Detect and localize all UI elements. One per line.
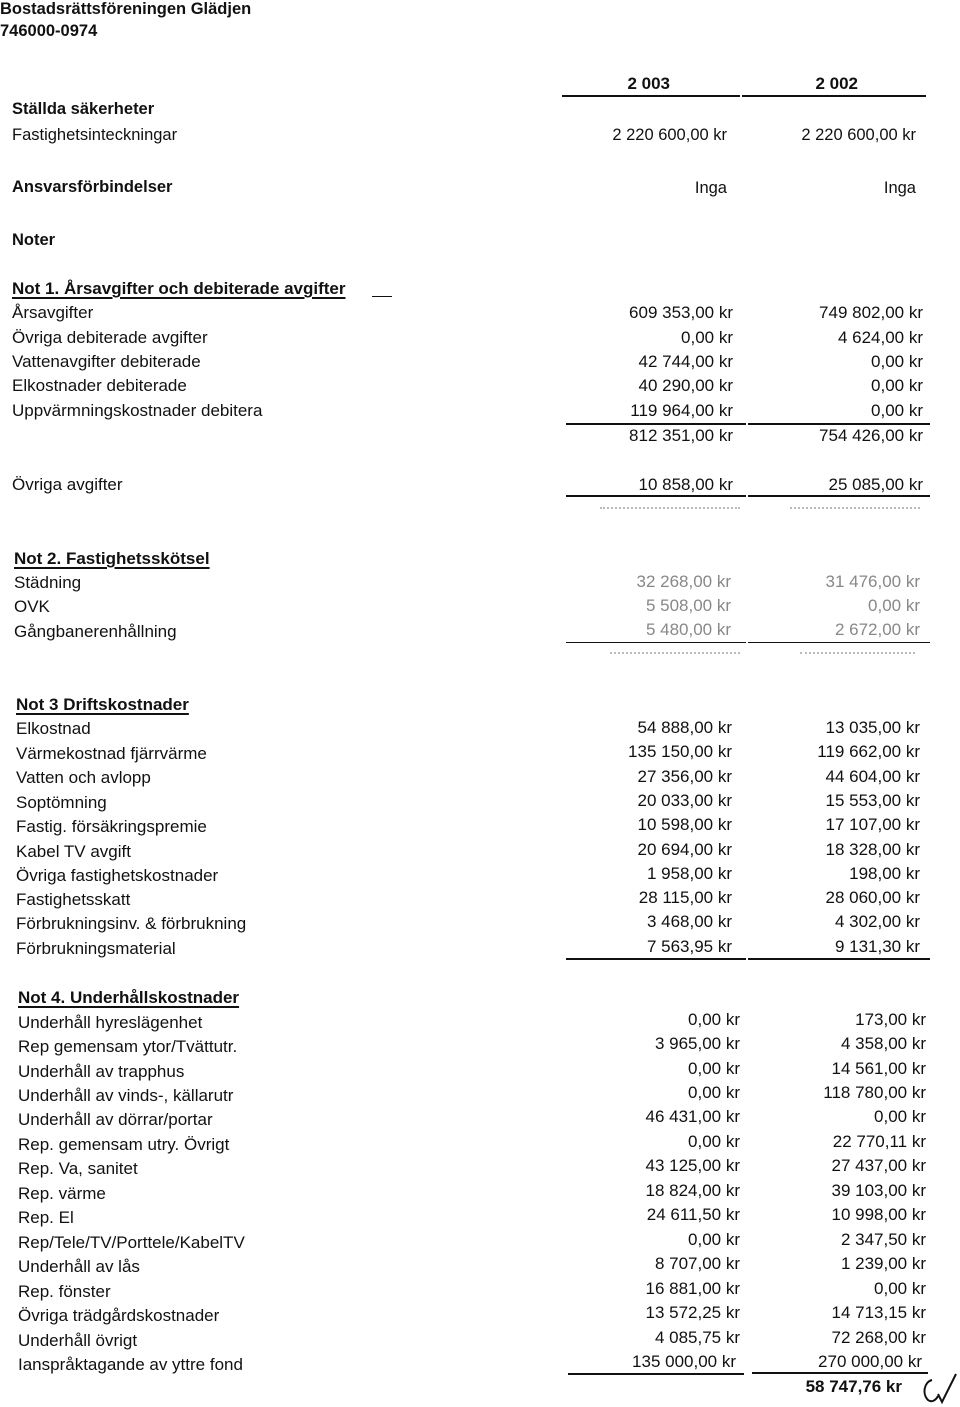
note3-sum-rule-2 xyxy=(748,958,930,960)
note1-row-v2: 0,00 kr xyxy=(871,352,923,371)
note3-row-v1: 10 598,00 kr xyxy=(637,815,732,834)
note3-title: Not 3 Driftskostnader xyxy=(16,695,189,714)
note4-row-v1: 3 965,00 kr xyxy=(654,1034,740,1053)
note4-row-v1: 0,00 kr xyxy=(688,1059,740,1078)
note1-title: Not 1. Årsavgifter och debiterade avgifter xyxy=(12,279,346,298)
note4-sum-rule-1 xyxy=(568,1373,744,1375)
note4-row-label: Rep. värme xyxy=(18,1184,106,1203)
note4-row-v1: 16 881,00 kr xyxy=(645,1279,740,1298)
note3-row-v1: 20 694,00 kr xyxy=(637,840,732,859)
note4-row-label: Underhåll övrigt xyxy=(18,1331,138,1350)
note1-sum-rule-1 xyxy=(566,423,746,425)
note4-sum-rule-2 xyxy=(752,1372,928,1374)
note3-row-label: Värmekostnad fjärrvärme xyxy=(16,744,207,763)
note4-row-label: Rep. fönster xyxy=(18,1282,111,1301)
note2-sum-rule-2 xyxy=(748,642,930,643)
note2-row-v1: 5 480,00 kr xyxy=(645,620,731,639)
note3-row-v2: 119 662,00 kr xyxy=(817,742,920,761)
note4-row-v1: 24 611,50 kr xyxy=(646,1205,740,1224)
note3-row-v1: 1 958,00 kr xyxy=(646,864,732,883)
pledged-heading: Ställda säkerheter xyxy=(12,100,155,118)
note1-other-label: Övriga avgifter xyxy=(12,475,123,494)
note3-row-label: Fastighetsskatt xyxy=(16,890,131,909)
note1-sum-rule-2 xyxy=(748,423,930,425)
note4-row-v1: 46 431,00 kr xyxy=(645,1107,740,1126)
note4-row-v2: 27 437,00 kr xyxy=(831,1156,926,1175)
note1-total-v1: 812 351,00 kr xyxy=(629,426,733,445)
note4-row-v1: 43 125,00 kr xyxy=(645,1156,740,1175)
note3-row-v2: 17 107,00 kr xyxy=(825,815,920,834)
faint-mark xyxy=(610,652,740,654)
note4-row-v2: 270 000,00 kr xyxy=(818,1352,922,1371)
note4-row-v2: 0,00 kr xyxy=(874,1107,926,1126)
faint-mark xyxy=(600,507,740,509)
note2-row-v2: 2 672,00 kr xyxy=(834,620,920,639)
org-number: 746000-0974 xyxy=(0,22,98,40)
note3-sum-rule-1 xyxy=(566,958,746,960)
note4-row-v1: 13 572,25 kr xyxy=(645,1303,740,1322)
note3-row-v2: 28 060,00 kr xyxy=(825,888,920,907)
note4-row-v1: 18 824,00 kr xyxy=(645,1181,740,1200)
note1-row-v2: 0,00 kr xyxy=(871,401,923,420)
note4-row-v1: 0,00 kr xyxy=(688,1230,740,1249)
note4-extra-v2: 58 747,76 kr xyxy=(805,1377,902,1396)
note3-row-v1: 27 356,00 kr xyxy=(637,767,732,786)
year-col2: 2 002 xyxy=(815,74,858,93)
note3-row-label: Vatten och avlopp xyxy=(16,768,151,787)
note3-row-v2: 4 302,00 kr xyxy=(834,912,920,931)
note3-row-v1: 54 888,00 kr xyxy=(637,718,732,737)
note4-row-label: Rep. Va, sanitet xyxy=(18,1159,138,1178)
note1-other-v2: 25 085,00 kr xyxy=(828,475,923,494)
note4-row-v2: 173,00 kr xyxy=(855,1010,926,1029)
note1-row-v2: 749 802,00 kr xyxy=(819,303,923,322)
note3-row-label: Soptömning xyxy=(16,793,107,812)
note3-row-label: Övriga fastighetskostnader xyxy=(16,866,219,885)
contingent-v1: Inga xyxy=(694,179,727,197)
note4-title: Not 4. Underhållskostnader xyxy=(18,988,240,1007)
contingent-v2: Inga xyxy=(883,179,916,197)
note3-row-v1: 135 150,00 kr xyxy=(628,742,732,761)
note3-row-v2: 9 131,30 kr xyxy=(834,937,920,956)
year-underline-2 xyxy=(742,95,926,97)
note3-row-v1: 3 468,00 kr xyxy=(646,912,732,931)
note1-row-v1: 609 353,00 kr xyxy=(629,303,733,322)
note1-total-v2: 754 426,00 kr xyxy=(819,426,923,445)
note2-title: Not 2. Fastighetsskötsel xyxy=(14,549,210,568)
note1-other-rule-2 xyxy=(748,495,930,497)
note1-row-v2: 4 624,00 kr xyxy=(837,328,923,347)
note4-row-label: Rep/Tele/TV/Porttele/KabelTV xyxy=(18,1233,245,1252)
faint-mark xyxy=(790,507,920,509)
pledged-v2: 2 220 600,00 kr xyxy=(801,126,916,144)
note3-row-v2: 15 553,00 kr xyxy=(825,791,920,810)
note4-row-v1: 135 000,00 kr xyxy=(632,1352,736,1371)
note4-row-label: Rep. El xyxy=(18,1208,74,1227)
note1-other-v1: 10 858,00 kr xyxy=(638,475,733,494)
year-underline-1 xyxy=(562,95,740,97)
note4-row-v2: 4 358,00 kr xyxy=(840,1034,926,1053)
notes-heading: Noter xyxy=(12,231,56,249)
note2-row-v1: 5 508,00 kr xyxy=(645,596,731,615)
note4-row-v2: 14 713,15 kr xyxy=(831,1303,926,1322)
year-col1: 2 003 xyxy=(627,74,670,93)
note3-row-label: Förbrukningsinv. & förbrukning xyxy=(16,914,247,933)
note3-row-label: Kabel TV avgift xyxy=(16,842,131,861)
note4-row-v1: 0,00 kr xyxy=(688,1132,740,1151)
note3-row-v2: 198,00 kr xyxy=(849,864,920,883)
note4-row-label: Underhåll av vinds-, källarutr xyxy=(18,1086,234,1105)
note4-row-label: Underhåll av lås xyxy=(18,1257,140,1276)
note2-row-v2: 0,00 kr xyxy=(868,596,920,615)
note2-row-label: Gångbanerenhållning xyxy=(14,622,177,641)
note4-row-v1: 0,00 kr xyxy=(688,1083,740,1102)
note4-row-label: Övriga trädgårdskostnader xyxy=(18,1306,220,1325)
note3-row-label: Förbrukningsmaterial xyxy=(16,939,176,958)
note4-row-v2: 14 561,00 kr xyxy=(831,1059,926,1078)
note3-row-v1: 20 033,00 kr xyxy=(637,791,732,810)
note1-row-label: Vattenavgifter debiterade xyxy=(12,352,201,371)
note1-row-label: Övriga debiterade avgifter xyxy=(12,328,208,347)
note1-row-label: Uppvärmningskostnader debitera xyxy=(12,401,263,420)
note3-row-v1: 7 563,95 kr xyxy=(646,937,732,956)
note4-row-v2: 39 103,00 kr xyxy=(831,1181,926,1200)
note3-row-v1: 28 115,00 kr xyxy=(638,888,732,907)
note2-row-label: OVK xyxy=(14,597,50,616)
note4-row-label: Underhåll av trapphus xyxy=(18,1062,185,1081)
note3-row-label: Elkostnad xyxy=(16,719,91,738)
note1-row-v1: 0,00 kr xyxy=(681,328,733,347)
pledged-v1: 2 220 600,00 kr xyxy=(612,126,727,144)
signature-initials-icon xyxy=(918,1370,958,1406)
note1-row-v2: 0,00 kr xyxy=(871,376,923,395)
note1-other-rule-1 xyxy=(566,495,746,497)
note3-row-v2: 44 604,00 kr xyxy=(825,767,920,786)
note4-row-label: Underhåll av dörrar/portar xyxy=(18,1110,213,1129)
note2-row-v1: 32 268,00 kr xyxy=(636,572,731,591)
pledged-label: Fastighetsinteckningar xyxy=(12,126,178,144)
note4-row-v2: 1 239,00 kr xyxy=(840,1254,926,1273)
note2-row-v2: 31 476,00 kr xyxy=(825,572,920,591)
note4-row-label: Rep. gemensam utry. Övrigt xyxy=(18,1135,230,1154)
note4-row-v1: 0,00 kr xyxy=(688,1010,740,1029)
note1-row-label: Elkostnader debiterade xyxy=(12,376,187,395)
note4-row-label: Ianspråktagande av yttre fond xyxy=(18,1355,243,1374)
faint-mark xyxy=(800,652,915,654)
note4-row-label: Rep gemensam ytor/Tvättutr. xyxy=(18,1037,238,1056)
note4-row-v2: 118 780,00 kr xyxy=(823,1083,926,1102)
note3-row-v2: 18 328,00 kr xyxy=(825,840,920,859)
note4-row-v2: 10 998,00 kr xyxy=(831,1205,926,1224)
note4-row-v2: 22 770,11 kr xyxy=(832,1132,926,1151)
note4-row-v2: 0,00 kr xyxy=(874,1279,926,1298)
note3-row-v2: 13 035,00 kr xyxy=(825,718,920,737)
note2-row-label: Städning xyxy=(14,573,82,592)
note4-row-v1: 4 085,75 kr xyxy=(654,1328,740,1347)
note1-row-v1: 40 290,00 kr xyxy=(638,376,733,395)
note4-row-v2: 2 347,50 kr xyxy=(840,1230,926,1249)
org-name: Bostadsrättsföreningen Glädjen xyxy=(0,0,252,18)
note4-row-v2: 72 268,00 kr xyxy=(831,1328,926,1347)
note1-row-label: Årsavgifter xyxy=(12,303,94,322)
note4-row-v1: 8 707,00 kr xyxy=(654,1254,740,1273)
note4-row-label: Underhåll hyreslägenhet xyxy=(18,1013,203,1032)
note2-sum-rule-1 xyxy=(566,642,746,643)
note1-row-v1: 119 964,00 kr xyxy=(630,401,733,420)
contingent-label: Ansvarsförbindelser xyxy=(12,178,173,196)
note1-title-rule xyxy=(372,296,392,297)
note3-row-label: Fastig. försäkringspremie xyxy=(16,817,207,836)
note1-row-v1: 42 744,00 kr xyxy=(638,352,733,371)
